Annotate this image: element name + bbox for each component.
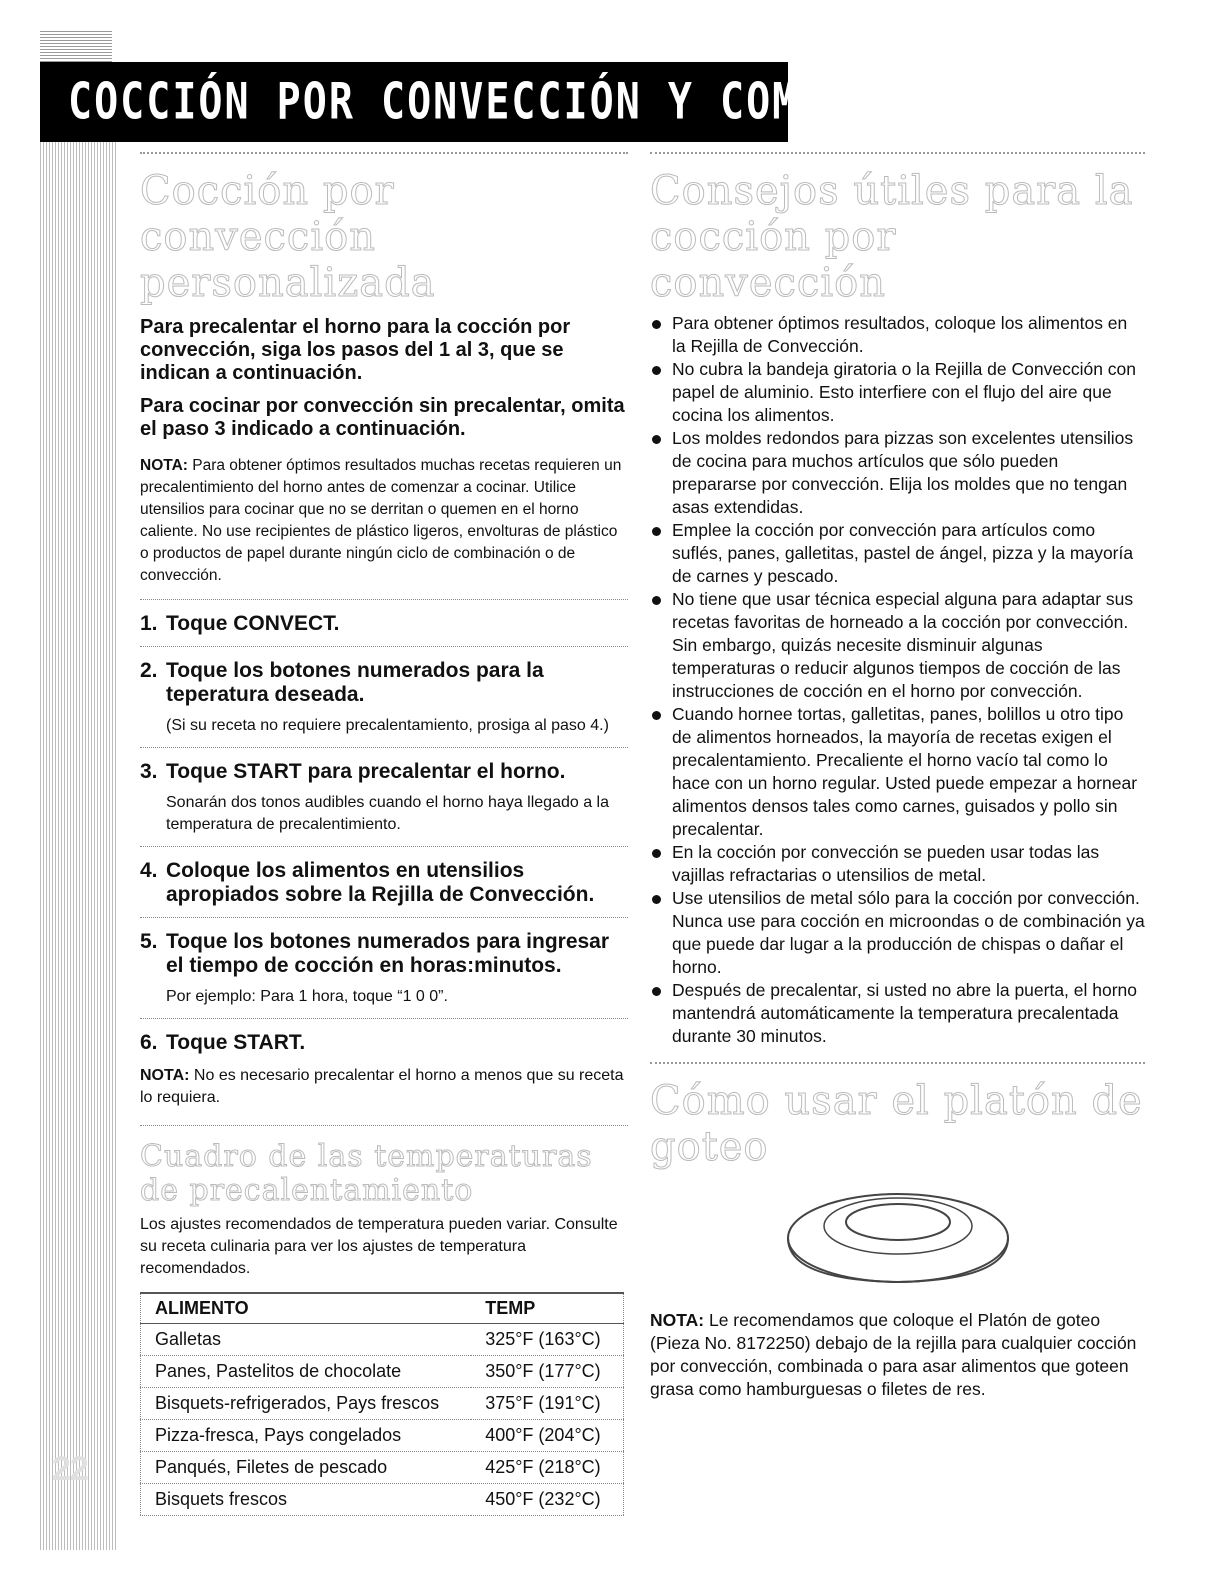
page-title: COCCIÓN POR CONVECCIÓN Y COMBINADA: [68, 73, 955, 131]
step-desc: (Si su receta no requiere precalentamiento, prosiga al paso 4.): [166, 717, 609, 734]
table-row: [141, 1388, 624, 1420]
food-cell: Galletas: [141, 1324, 472, 1356]
temp-cell: 375°F (191°C): [471, 1388, 623, 1420]
tips-list: [650, 312, 1145, 1048]
temp-cell: 400°F (204°C): [471, 1420, 623, 1452]
section-heading-preheat-table: Cuadro de las temperaturas de precalentamiento: [140, 1139, 593, 1208]
food-cell: Bisquets frescos: [141, 1484, 472, 1516]
note-label: NOTA:: [140, 457, 188, 474]
list-item: Después de precalentar, si usted no abre la puerta, el horno mantendrá automáticamente la temperatura precalentada durante 30 minutos.: [650, 979, 1145, 1048]
divider: [140, 152, 628, 154]
table-row: [141, 1356, 624, 1388]
step-number: 1.: [140, 612, 158, 635]
note-text: No es necesario precalentar el horno a menos que su receta lo requiera.: [140, 1067, 624, 1106]
step-title: Toque los botones numerados para la teperatura deseada.: [166, 659, 544, 706]
drip-pan-illustration: [650, 1176, 1145, 1291]
list-item: En la cocción por convección se pueden usar todas las vajillas refractarias o utensilios de metal.: [650, 841, 1145, 887]
list-item: Para obtener óptimos resultados, coloque los alimentos en la Rejilla de Convección.: [650, 312, 1145, 358]
step-number: 5.: [140, 930, 158, 953]
food-cell: Panes, Pastelitos de chocolate: [141, 1356, 472, 1388]
table-intro: Los ajustes recomendados de temperatura pueden variar. Consulte su receta culinaria para ver los ajustes de temperatura recomendados.: [140, 1216, 618, 1277]
table-row: [141, 1452, 624, 1484]
note-text: Para obtener óptimos resultados muchas recetas requieren un precalentimiento del horno antes de comenzar a cocinar. Utilice utensilios para cocinar que no se derritan o quemen en el horno caliente. No use recipientes de plástico ligeros, envolturas de plástico o productos de papel durante ningún ciclo de combinación o de convección.: [140, 457, 622, 584]
right-column: [650, 152, 1145, 1419]
intro-no-preheat: Para cocinar por convección sin precalentar, omita el paso 3 indicado a continuación.: [140, 395, 625, 440]
temperature-table: [140, 1292, 624, 1516]
step-5: [140, 918, 628, 1019]
decorative-stripes-top: [40, 30, 112, 62]
table-row: [141, 1420, 624, 1452]
temp-cell: 425°F (218°C): [471, 1452, 623, 1484]
note: [140, 455, 628, 587]
temp-cell: 450°F (232°C): [471, 1484, 623, 1516]
note-label: NOTA:: [140, 1067, 190, 1084]
section-heading-custom-convection: Cocción por convección personalizada: [140, 168, 436, 306]
step-number: 3.: [140, 760, 158, 783]
step-desc: Por ejemplo: Para 1 hora, toque “1 0 0”.: [166, 988, 448, 1005]
divider: [650, 152, 1145, 154]
step6-note: [140, 1065, 628, 1109]
table-row: [141, 1484, 624, 1516]
food-cell: Pizza-fresca, Pays congelados: [141, 1420, 472, 1452]
step-4: [140, 847, 628, 918]
step-6: [140, 1019, 628, 1126]
temp-cell: 350°F (177°C): [471, 1356, 623, 1388]
decorative-sidebar: [40, 140, 118, 1550]
column-header-temp: TEMP: [471, 1293, 623, 1324]
step-number: 6.: [140, 1031, 158, 1054]
step-title: Coloque los alimentos en utensilios apropiados sobre la Rejilla de Convección.: [166, 859, 595, 906]
note-text: Le recomendamos que coloque el Platón de goteo (Pieza No. 8172250) debajo de la rejilla para cualquier cocción por convección, combinada o para asar alimentos que goteen grasa como hamburguesas o filetes de res.: [650, 1310, 1137, 1399]
list-item: Los moldes redondos para pizzas son excelentes utensilios de cocina para muchos artículos que sólo pueden prepararse por convección. Elija los moldes que no tengan asas extendidas.: [650, 427, 1145, 519]
section-heading-tips: Consejos útiles para la cocción por convección: [650, 168, 1134, 306]
list-item: Emplee la cocción por convección para artículos como suflés, panes, galletitas, pastel de ángel, pizza y la mayoría de carnes y pescado.: [650, 519, 1145, 588]
step-number: 2.: [140, 659, 158, 682]
step-3: [140, 748, 628, 847]
intro-preheat: Para precalentar el horno para la cocción por convección, siga los pasos del 1 al 3, que se indican a continuación.: [140, 316, 571, 384]
note-label: NOTA:: [650, 1310, 705, 1330]
column-header-food: ALIMENTO: [141, 1293, 472, 1324]
drip-pan-note: [650, 1309, 1145, 1401]
page-number: 22: [52, 1450, 88, 1488]
list-item: No tiene que usar técnica especial alguna para adaptar sus recetas favoritas de horneado a la cocción por convección. Sin embargo, quizás necesite disminuir algunas temperaturas o reducir algunos tiempos de cocción de las instrucciones de cocción en el horno por convección.: [650, 588, 1145, 703]
list-item: Cuando hornee tortas, galletitas, panes, bolillos u otro tipo de alimentos horneados, la mayoría de recetas exigen el precalentamiento. Precaliente el horno vacío tal como lo hace con un horno regular. Usted puede empezar a hornear alimentos densos tales como carnes, guisados y pollo sin precalentar.: [650, 703, 1145, 841]
table-row: [141, 1324, 624, 1356]
step-2: [140, 647, 628, 748]
table-header-row: [141, 1293, 624, 1324]
left-column: [140, 152, 628, 1516]
food-cell: Panqués, Filetes de pescado: [141, 1452, 472, 1484]
title-bar: [40, 62, 955, 142]
drip-pan-icon: [773, 1176, 1023, 1286]
divider: [650, 1062, 1145, 1064]
step-desc: Sonarán dos tonos audibles cuando el horno haya llegado a la temperatura de precalentimiento.: [166, 794, 609, 833]
section-heading-drip-pan: Cómo usar el platón de goteo: [650, 1078, 1143, 1170]
food-cell: Bisquets-refrigerados, Pays frescos: [141, 1388, 472, 1420]
list-item: No cubra la bandeja giratoria o la Rejilla de Convección con papel de aluminio. Esto interfiere con el flujo del aire que cocina los alimentos.: [650, 358, 1145, 427]
step-title: Toque START para precalentar el horno.: [166, 760, 566, 783]
step-title: Toque CONVECT.: [166, 612, 340, 635]
step-title: Toque START.: [166, 1031, 306, 1054]
step-title: Toque los botones numerados para ingresar el tiempo de cocción en horas:minutos.: [166, 930, 610, 977]
temp-cell: 325°F (163°C): [471, 1324, 623, 1356]
step-number: 4.: [140, 859, 158, 882]
step-1: [140, 600, 628, 647]
list-item: Use utensilios de metal sólo para la cocción por convección. Nunca use para cocción en microondas o de combinación ya que puede dar lugar a la producción de chispas o dañar el horno.: [650, 887, 1145, 979]
